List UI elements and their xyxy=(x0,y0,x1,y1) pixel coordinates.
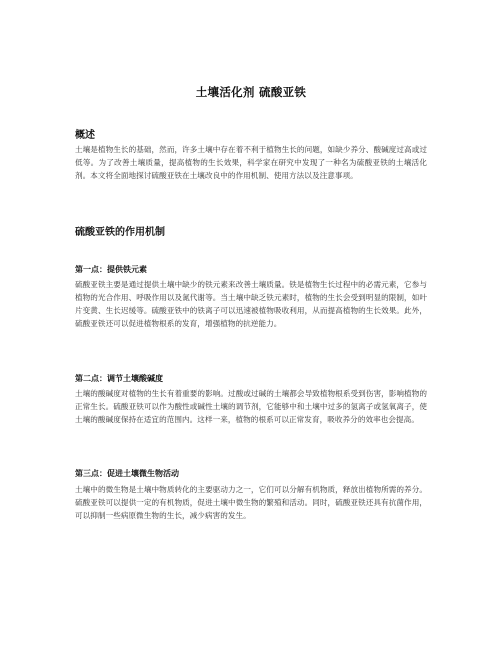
point-3-paragraph: 土壤中的微生物是土壤中物质转化的主要驱动力之一，它们可以分解有机物质，释放出植物所需的养分。硫酸亚铁可以提供一定的有机物质，促进土壤中微生物的繁殖和活动。同时，硫酸亚铁还具有抗菌作用，可以抑制一些病原微生物的生长，减少病害的发生。 xyxy=(75,485,427,520)
document-title: 土壤活化剂 硫酸亚铁 xyxy=(195,85,307,99)
overview-paragraph: 土壤是植物生长的基础，然而，许多土壤中存在着不利于植物生长的问题，如缺少养分、酸碱度过高或过低等。为了改善土壤质量，提高植物的生长效果，科学家在研究中发现了一种名为硫酸亚铁的土壤活化剂。本文将全面地探讨硫酸亚铁在土壤改良中的作用机制、使用方法以及注意事项。 xyxy=(75,145,427,180)
point-3-heading: 第三点：促进土壤微生物活动 xyxy=(75,469,179,478)
overview-heading: 概述 xyxy=(75,130,95,141)
point-2-paragraph: 土壤的酸碱度对植物的生长有着重要的影响。过酸或过碱的土壤都会导致植物根系受到伤害，影响植物的正常生长。硫酸亚铁可以作为酸性或碱性土壤的调节剂，它能够中和土壤中过多的氢离子或氢氧离子，使土壤的酸碱度保持在适宜的范围内。这样一来，植物的根系可以正常发育，吸收养分的效率也会提高。 xyxy=(75,389,427,424)
point-1-heading: 第一点：提供铁元素 xyxy=(75,265,147,274)
point-2-heading: 第二点：调节土壤酸碱度 xyxy=(75,374,163,383)
mechanism-heading: 硫酸亚铁的作用机制 xyxy=(75,227,165,238)
point-1-paragraph: 硫酸亚铁主要是通过提供土壤中缺少的铁元素来改善土壤质量。铁是植物生长过程中的必需元素，它参与植物的光合作用、呼吸作用以及氮代谢等。当土壤中缺乏铁元素时，植物的生长会受到明显的限制，如叶片变黄、生长迟缓等。硫酸亚铁中的铁离子可以迅速被植物吸收利用，从而提高植物的生长效果。此外，硫酸亚铁还可以促进植物根系的发育，增强植物的抗逆能力。 xyxy=(75,280,427,328)
